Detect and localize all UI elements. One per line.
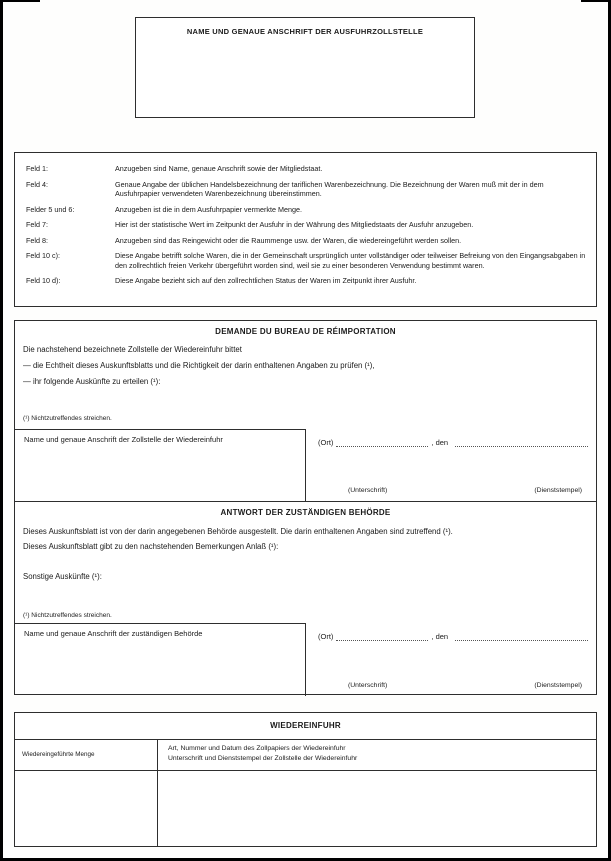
date-fill-line [455, 439, 588, 447]
field-note-text: Diese Angabe bezieht sich auf den zollrechtlichen Status der Waren im Zeitpunkt ihrer Ausfuhr. [115, 276, 417, 285]
office-stamp-label: (Dienststempel) [534, 682, 582, 689]
place-date-line [318, 632, 588, 641]
authority-answer-line-1: Dieses Auskunftsblatt ist von der darin angegebenen Behörde ausgestellt. Die darin enthaltenen Angaben sind zutreffend (¹). [23, 527, 453, 536]
export-customs-office-box [135, 17, 475, 118]
authority-place-date-cell [306, 623, 596, 696]
export-customs-office-title: NAME UND GENAUE ANSCHRIFT DER AUSFUHRZOLLSTELLE [186, 27, 424, 36]
field-note-label: Feld 4: [26, 179, 48, 189]
field-note-row [15, 180, 596, 199]
date-fill-line [455, 633, 588, 641]
reimport-table-label-row [15, 739, 596, 770]
field-note-label: Feld 1: [26, 164, 48, 173]
authority-answer-section [15, 501, 596, 623]
field-notes-panel [14, 152, 597, 307]
field-note-row [15, 220, 596, 230]
field-note-label: Feld 8: [26, 235, 48, 245]
reimport-request-bullet-1: — die Echtheit dieses Auskunftsblatts und die Richtigkeit der darin enthaltenen Angaben zu prüfen (¹), [23, 361, 375, 370]
field-note-text: Genaue Angabe der üblichen Handelsbezeichnung der tariflichen Warenbezeichnung. Die Bezeichnung der Waren muß mit der in dem Ausfuhrpapier verwendeten Warenbezeichnung übereinstimmen. [115, 179, 544, 198]
scan-edge-top-right [581, 0, 611, 2]
authority-answer-line-3: Sonstige Auskünfte (¹): [23, 572, 102, 581]
customs-document-label-cell [158, 740, 596, 770]
field-note-text: Diese Angabe betrifft solche Waren, die in der Gemeinschaft ursprünglich unter vollständiger oder teilweiser Befreiung von den Eingangsabgaben in den zollrechtlich freien Verkehr übergeführt worden sind, weil sie zu einer besonderen Verwendung bestimmt waren. [115, 251, 586, 270]
field-note-text: Hier ist der statistische Wert im Zeitpunkt der Ausfuhr in der Währung des Mitgliedstaats der Ausfuhr anzugeben. [115, 220, 474, 229]
authority-answer-heading: ANTWORT DER ZUSTÄNDIGEN BEHÖRDE [220, 508, 391, 517]
reimport-record-table [14, 712, 597, 847]
reimport-request-heading: DEMANDE DU BUREAU DE RÉIMPORTATION [215, 327, 396, 336]
field-note-label: Feld 10 d): [26, 276, 61, 285]
place-fill-line [336, 439, 428, 447]
reimport-office-address-cell: Name und genaue Anschrift der Zollstelle der Wiedereinfuhr [15, 429, 306, 501]
field-note-label: Felder 5 und 6: [26, 204, 75, 214]
place-label: (Ort) [318, 632, 334, 641]
field-note-row [15, 205, 596, 215]
reimport-request-section [15, 321, 596, 429]
signature-label: (Unterschrift) [348, 682, 388, 689]
date-label: , den [431, 438, 449, 447]
customs-document-label-line-2: Unterschrift und Dienststempel der Zollstelle der Wiedereinfuhr [168, 755, 358, 762]
reimport-table-heading: WIEDEREINFUHR [270, 721, 341, 730]
field-note-label: Feld 10 c): [26, 251, 60, 260]
customs-document-label-line-1: Art, Nummer und Datum des Zollpapiers der Wiedereinfuhr [168, 745, 346, 752]
footnote-strike-out: (¹) Nichtzutreffendes streichen. [23, 612, 112, 619]
field-note-text: Anzugeben ist die in dem Ausfuhrpapier vermerkte Menge. [115, 204, 302, 214]
field-note-row [15, 236, 596, 246]
reimport-request-bullet-2: — ihr folgende Auskünfte zu erteilen (¹): [23, 377, 161, 386]
reimported-quantity-label: Wiedereingeführte Menge [15, 740, 158, 770]
reimport-table-entry-row [15, 770, 596, 846]
signature-label: (Unterschrift) [348, 487, 388, 494]
field-note-row [15, 276, 596, 286]
field-note-row [15, 164, 596, 174]
scan-edge-top-left [0, 0, 40, 2]
authority-answer-line-2: Dieses Auskunftsblatt gibt zu den nachstehenden Bemerkungen Anlaß (¹): [23, 542, 279, 551]
reimport-request-intro: Die nachstehend bezeichnete Zollstelle der Wiedereinfuhr bittet [23, 345, 242, 354]
field-note-label: Feld 7: [26, 220, 48, 229]
place-label: (Ort) [318, 438, 334, 447]
reimport-office-address-row [15, 429, 596, 501]
scan-edge-left [0, 0, 3, 861]
footnote-strike-out: (¹) Nichtzutreffendes streichen. [23, 415, 112, 422]
field-note-row [15, 251, 596, 270]
authority-address-row [15, 623, 596, 696]
place-fill-line [336, 633, 428, 641]
field-note-text: Anzugeben sind Name, genaue Anschrift sowie der Mitgliedstaat. [115, 164, 323, 173]
authority-address-cell: Name und genaue Anschrift der zuständigen Behörde [15, 623, 306, 696]
reimport-place-date-cell [306, 429, 596, 501]
field-note-text: Anzugeben sind das Reingewicht oder die Raummenge usw. der Waren, die wiedereingeführt werden sollen. [115, 235, 462, 245]
place-date-line [318, 438, 588, 447]
date-label: , den [431, 632, 449, 641]
office-stamp-label: (Dienststempel) [534, 487, 582, 494]
request-and-answer-panel [14, 320, 597, 695]
reimported-quantity-entry-cell [15, 771, 158, 846]
customs-document-entry-cell [158, 771, 596, 846]
